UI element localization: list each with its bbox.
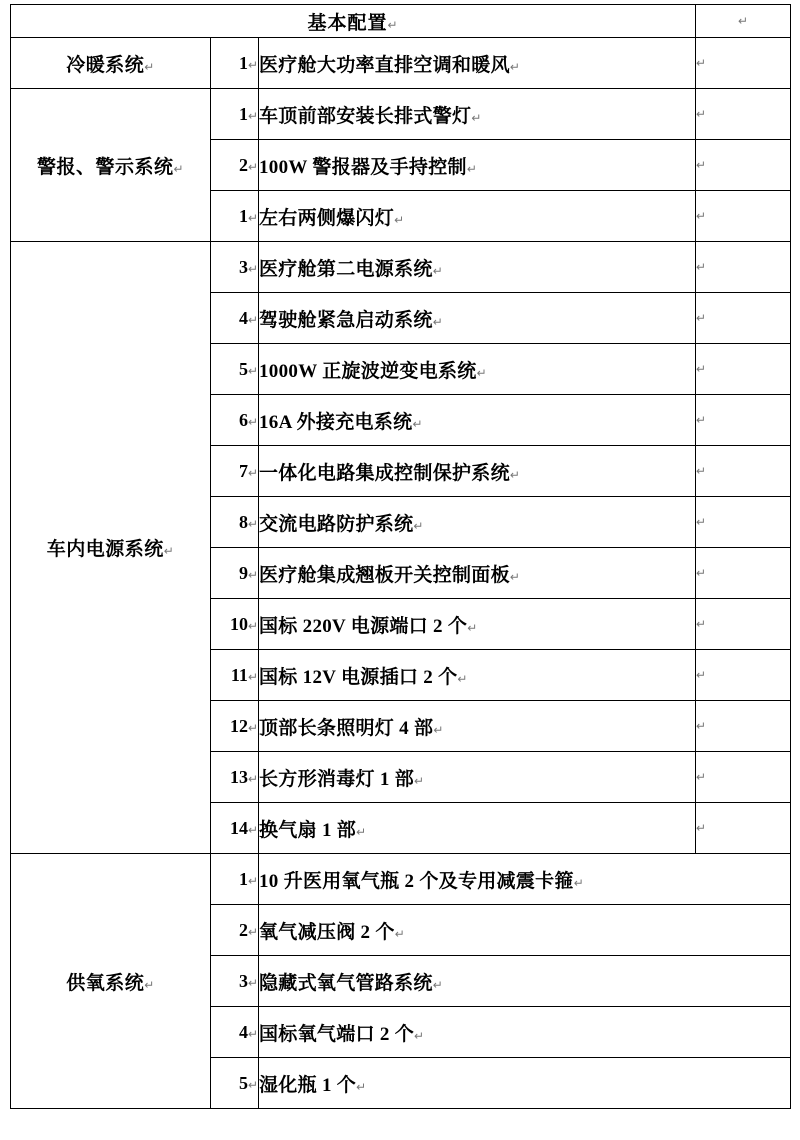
row-number: 1 bbox=[238, 205, 248, 226]
row-number: 5 bbox=[238, 1072, 248, 1093]
group-label: 冷暖系统 bbox=[66, 54, 145, 76]
group-label-cell bbox=[11, 242, 211, 854]
paragraph-mark-icon: ↵ bbox=[412, 416, 423, 431]
row-number: 8 bbox=[238, 511, 248, 532]
paragraph-mark-icon: ↵ bbox=[509, 59, 521, 74]
row-description-cell bbox=[259, 701, 696, 752]
row-description-cell bbox=[259, 89, 696, 140]
row-description: 左右两侧爆闪灯 bbox=[259, 207, 395, 229]
paragraph-mark-icon: ↵ bbox=[466, 161, 478, 176]
paragraph-mark-icon: ↵ bbox=[394, 212, 405, 227]
row-number-cell bbox=[211, 650, 259, 701]
paragraph-mark-icon: ↵ bbox=[696, 260, 707, 274]
paragraph-mark-icon: ↵ bbox=[414, 1028, 425, 1043]
paragraph-mark-icon: ↵ bbox=[247, 312, 258, 327]
row-description-cell bbox=[259, 242, 696, 293]
row-note-cell bbox=[696, 497, 791, 548]
row-description: 100W 警报器及手持控制 bbox=[259, 156, 467, 178]
paragraph-mark-icon: ↵ bbox=[432, 263, 444, 278]
paragraph-mark-icon: ↵ bbox=[696, 209, 707, 223]
row-description-cell bbox=[259, 38, 696, 89]
paragraph-mark-icon: ↵ bbox=[247, 57, 258, 72]
paragraph-mark-icon: ↵ bbox=[696, 413, 707, 427]
row-description-cell bbox=[259, 599, 696, 650]
row-number-cell bbox=[211, 548, 259, 599]
row-number-cell bbox=[211, 497, 259, 548]
paragraph-mark-icon: ↵ bbox=[144, 59, 155, 74]
row-description-cell bbox=[259, 752, 696, 803]
row-description-cell bbox=[259, 1058, 791, 1109]
row-number: 2 bbox=[238, 154, 248, 175]
paragraph-mark-icon: ↵ bbox=[247, 669, 258, 684]
table-header-row bbox=[11, 5, 791, 38]
row-note-cell bbox=[696, 701, 791, 752]
paragraph-mark-icon: ↵ bbox=[173, 161, 185, 176]
group-label-cell bbox=[11, 89, 211, 242]
row-note-cell bbox=[696, 752, 791, 803]
row-description: 国标氧气端口 2 个 bbox=[259, 1023, 415, 1045]
row-number-cell bbox=[211, 344, 259, 395]
paragraph-mark-icon: ↵ bbox=[247, 363, 258, 378]
row-number-cell bbox=[211, 395, 259, 446]
row-description: 交流电路防护系统 bbox=[259, 513, 414, 535]
row-description-cell bbox=[259, 548, 696, 599]
row-note-cell bbox=[696, 446, 791, 497]
row-description: 换气扇 1 部 bbox=[259, 819, 357, 841]
table-row bbox=[11, 854, 791, 905]
row-description-cell bbox=[259, 854, 791, 905]
group-label: 供氧系统 bbox=[66, 972, 145, 994]
paragraph-mark-icon: ↵ bbox=[414, 773, 425, 788]
specification-table bbox=[10, 4, 791, 1109]
paragraph-mark-icon: ↵ bbox=[394, 926, 406, 941]
row-description: 一体化电路集成控制保护系统 bbox=[259, 462, 510, 484]
row-note-cell bbox=[696, 803, 791, 854]
paragraph-mark-icon: ↵ bbox=[432, 977, 444, 992]
table-row bbox=[11, 89, 791, 140]
paragraph-mark-icon: ↵ bbox=[696, 617, 707, 631]
row-number: 2 bbox=[238, 919, 248, 940]
row-description: 1000W 正旋波逆变电系统 bbox=[259, 360, 477, 382]
row-description: 车顶前部安装长排式警灯 bbox=[259, 105, 472, 127]
row-note-cell bbox=[696, 344, 791, 395]
paragraph-mark-icon: ↵ bbox=[737, 14, 749, 28]
row-number: 13 bbox=[229, 766, 248, 787]
row-description: 氧气减压阀 2 个 bbox=[259, 921, 395, 943]
paragraph-mark-icon: ↵ bbox=[413, 518, 424, 533]
row-note-cell bbox=[696, 599, 791, 650]
paragraph-mark-icon: ↵ bbox=[696, 56, 707, 70]
row-description: 国标 220V 电源端口 2 个 bbox=[259, 615, 468, 637]
group-label: 车内电源系统 bbox=[46, 539, 164, 560]
row-description: 长方形消毒灯 1 部 bbox=[259, 768, 415, 790]
row-number: 3 bbox=[238, 970, 248, 991]
paragraph-mark-icon: ↵ bbox=[247, 1077, 258, 1092]
row-number-cell bbox=[211, 89, 259, 140]
paragraph-mark-icon: ↵ bbox=[247, 516, 258, 531]
row-number-cell bbox=[211, 140, 259, 191]
row-description-cell bbox=[259, 803, 696, 854]
row-number: 12 bbox=[229, 715, 248, 736]
table-row bbox=[11, 38, 791, 89]
table-title: 基本配置 bbox=[307, 12, 388, 34]
row-number: 9 bbox=[238, 562, 248, 583]
row-note-cell bbox=[696, 191, 791, 242]
paragraph-mark-icon: ↵ bbox=[696, 566, 707, 580]
paragraph-mark-icon: ↵ bbox=[247, 210, 258, 225]
row-description: 顶部长条照明灯 4 部 bbox=[259, 717, 434, 739]
row-description: 国标 12V 电源插口 2 个 bbox=[259, 666, 458, 688]
table-row bbox=[11, 242, 791, 293]
paragraph-mark-icon: ↵ bbox=[696, 362, 707, 376]
row-description: 10 升医用氧气瓶 2 个及专用减震卡箍 bbox=[259, 870, 574, 892]
row-description-cell bbox=[259, 1007, 791, 1058]
row-number: 3 bbox=[238, 256, 248, 277]
row-number-cell bbox=[211, 752, 259, 803]
group-label: 警报、警示系统 bbox=[36, 156, 174, 178]
row-description-cell bbox=[259, 650, 696, 701]
row-note-cell bbox=[696, 650, 791, 701]
row-number-cell bbox=[211, 599, 259, 650]
paragraph-mark-icon: ↵ bbox=[457, 671, 468, 686]
paragraph-mark-icon: ↵ bbox=[696, 311, 707, 325]
row-description-cell bbox=[259, 956, 791, 1007]
row-number-cell bbox=[211, 293, 259, 344]
paragraph-mark-icon: ↵ bbox=[476, 365, 487, 380]
paragraph-mark-icon: ↵ bbox=[144, 977, 155, 992]
row-description-cell bbox=[259, 140, 696, 191]
paragraph-mark-icon: ↵ bbox=[247, 924, 258, 939]
row-number: 1 bbox=[238, 868, 248, 889]
row-number-cell bbox=[211, 446, 259, 497]
paragraph-mark-icon: ↵ bbox=[696, 107, 707, 121]
row-number-cell bbox=[211, 701, 259, 752]
row-note-cell bbox=[696, 395, 791, 446]
row-description-cell bbox=[259, 395, 696, 446]
row-note-cell bbox=[696, 38, 791, 89]
table-header-note-cell bbox=[696, 5, 791, 38]
row-number-cell bbox=[211, 38, 259, 89]
table-title-cell bbox=[11, 5, 696, 38]
paragraph-mark-icon: ↵ bbox=[696, 719, 707, 733]
paragraph-mark-icon: ↵ bbox=[247, 975, 258, 990]
paragraph-mark-icon: ↵ bbox=[247, 822, 258, 837]
row-description-cell bbox=[259, 191, 696, 242]
row-description: 医疗舱大功率直排空调和暖风 bbox=[259, 54, 510, 76]
row-note-cell bbox=[696, 548, 791, 599]
paragraph-mark-icon: ↵ bbox=[247, 567, 258, 582]
row-description: 医疗舱第二电源系统 bbox=[259, 258, 433, 280]
paragraph-mark-icon: ↵ bbox=[247, 1026, 258, 1041]
paragraph-mark-icon: ↵ bbox=[247, 873, 258, 888]
paragraph-mark-icon: ↵ bbox=[247, 108, 258, 123]
row-description-cell bbox=[259, 497, 696, 548]
paragraph-mark-icon: ↵ bbox=[432, 314, 444, 329]
group-label-cell bbox=[11, 854, 211, 1109]
paragraph-mark-icon: ↵ bbox=[247, 159, 258, 174]
paragraph-mark-icon: ↵ bbox=[433, 722, 444, 737]
paragraph-mark-icon: ↵ bbox=[696, 464, 707, 478]
paragraph-mark-icon: ↵ bbox=[247, 414, 258, 429]
row-number: 5 bbox=[238, 358, 248, 379]
row-number-cell bbox=[211, 854, 259, 905]
row-number-cell bbox=[211, 242, 259, 293]
row-number: 6 bbox=[238, 409, 248, 430]
paragraph-mark-icon: ↵ bbox=[247, 618, 258, 633]
paragraph-mark-icon: ↵ bbox=[247, 771, 258, 786]
row-note-cell bbox=[696, 140, 791, 191]
row-note-cell bbox=[696, 89, 791, 140]
row-number-cell bbox=[211, 803, 259, 854]
row-description: 医疗舱集成翘板开关控制面板 bbox=[259, 564, 510, 586]
row-number-cell bbox=[211, 905, 259, 956]
group-label-cell bbox=[11, 38, 211, 89]
paragraph-mark-icon: ↵ bbox=[696, 158, 707, 172]
row-number: 7 bbox=[238, 460, 248, 481]
paragraph-mark-icon: ↵ bbox=[356, 824, 367, 839]
row-number: 11 bbox=[230, 664, 248, 685]
paragraph-mark-icon: ↵ bbox=[387, 17, 399, 32]
row-number: 10 bbox=[229, 613, 248, 634]
row-description: 隐藏式氧气管路系统 bbox=[259, 972, 433, 994]
row-number: 1 bbox=[238, 52, 248, 73]
row-note-cell bbox=[696, 242, 791, 293]
paragraph-mark-icon: ↵ bbox=[163, 544, 175, 558]
paragraph-mark-icon: ↵ bbox=[467, 620, 478, 635]
paragraph-mark-icon: ↵ bbox=[696, 821, 707, 835]
paragraph-mark-icon: ↵ bbox=[696, 668, 707, 682]
row-number: 4 bbox=[238, 1021, 248, 1042]
paragraph-mark-icon: ↵ bbox=[471, 110, 482, 125]
paragraph-mark-icon: ↵ bbox=[247, 720, 258, 735]
row-description-cell bbox=[259, 293, 696, 344]
row-note-cell bbox=[696, 293, 791, 344]
row-description: 湿化瓶 1 个 bbox=[259, 1074, 357, 1096]
row-number-cell bbox=[211, 1058, 259, 1109]
paragraph-mark-icon: ↵ bbox=[696, 770, 707, 784]
paragraph-mark-icon: ↵ bbox=[573, 875, 585, 890]
row-description: 驾驶舱紧急启动系统 bbox=[259, 309, 433, 331]
row-number-cell bbox=[211, 191, 259, 242]
paragraph-mark-icon: ↵ bbox=[356, 1079, 367, 1094]
row-number: 4 bbox=[238, 307, 248, 328]
row-description-cell bbox=[259, 446, 696, 497]
row-number-cell bbox=[211, 956, 259, 1007]
row-number: 1 bbox=[238, 103, 248, 124]
paragraph-mark-icon: ↵ bbox=[509, 467, 521, 482]
paragraph-mark-icon: ↵ bbox=[509, 569, 521, 584]
paragraph-mark-icon: ↵ bbox=[696, 515, 707, 529]
row-number-cell bbox=[211, 1007, 259, 1058]
row-description-cell bbox=[259, 905, 791, 956]
row-number: 14 bbox=[229, 817, 248, 838]
paragraph-mark-icon: ↵ bbox=[247, 261, 258, 276]
row-description-cell bbox=[259, 344, 696, 395]
row-description: 16A 外接充电系统 bbox=[259, 411, 413, 433]
paragraph-mark-icon: ↵ bbox=[247, 465, 258, 480]
